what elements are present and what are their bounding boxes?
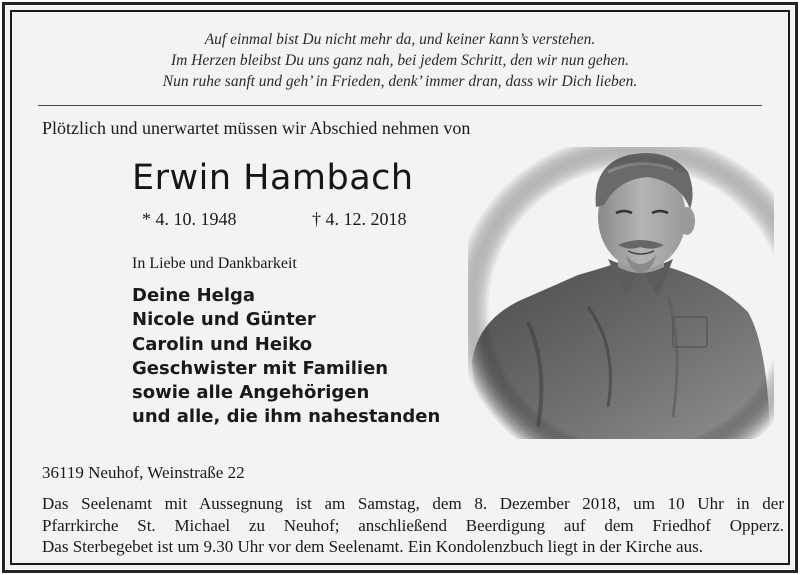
service-line: Das Seelenamt mit Aussegnung ist am Samstag, dem 8. Dezember 2018, um 10 Uhr in der — [42, 494, 784, 513]
portrait-photo — [468, 147, 774, 439]
mourner-line: sowie alle Angehörigen — [132, 382, 370, 404]
family-address: 36119 Neuhof, Weinstraße 22 — [42, 463, 245, 482]
mourner-line: Nicole und Günter — [132, 309, 316, 331]
mourner-line: Geschwister mit Familien — [132, 357, 389, 379]
mourner-line: Carolin und Heiko — [132, 333, 313, 355]
birth-date: * 4. 10. 1948 — [142, 209, 237, 229]
service-line: Das Sterbegebet ist um 9.30 Uhr vor dem Seelenamt. Ein Kondolenzbuch liegt in der Kirche aus. — [42, 537, 703, 556]
mourners-list — [132, 284, 440, 430]
poem-line: Im Herzen bleibst Du uns ganz nah, bei jedem Schritt, den wir nun gehen. — [170, 52, 630, 69]
poem-line: Nun ruhe sanft und geh’ in Frieden, denk’ immer dran, dass wir Dich lieben. — [162, 73, 638, 90]
dedication-text: In Liebe und Dankbarkeit — [132, 255, 297, 272]
intro-text: Plötzlich und unerwartet müssen wir Abschied nehmen von — [42, 118, 471, 138]
mourner-line: Deine Helga — [132, 285, 256, 306]
death-date: † 4. 12. 2018 — [312, 209, 407, 229]
memorial-poem — [12, 29, 788, 92]
notice-frame — [10, 10, 790, 565]
mourner-line: und alle, die ihm nahestanden — [132, 406, 441, 428]
poem-line: Auf einmal bist Du nicht mehr da, und keiner kann’s verstehen. — [204, 31, 596, 48]
deceased-name: Erwin Hambach — [132, 158, 414, 198]
service-info — [42, 493, 784, 558]
service-line: Pfarrkirche St. Michael zu Neuhof; anschließend Beerdigung auf dem Friedhof Opperz. — [42, 515, 784, 535]
divider-line — [38, 105, 762, 106]
